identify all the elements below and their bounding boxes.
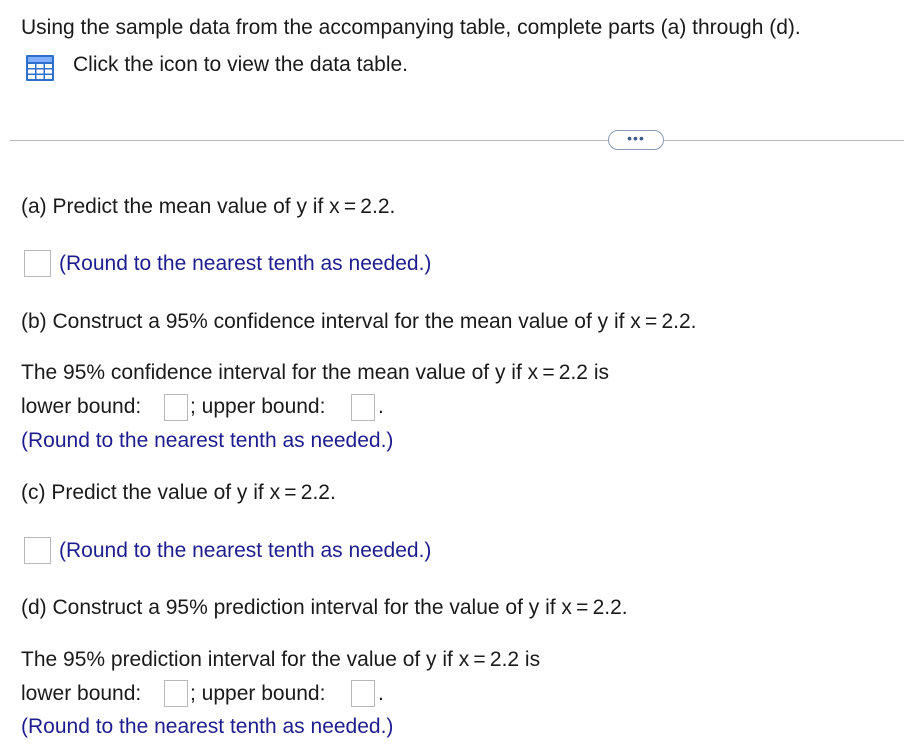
- part-b-upper-input[interactable]: [351, 394, 375, 421]
- part-b-statement: The 95% confidence interval for the mean value of y if x = 2.2 is: [21, 361, 609, 384]
- part-d-period: .: [378, 682, 384, 705]
- part-b-upper-label: ; upper bound:: [190, 395, 326, 418]
- more-options-button[interactable]: •••: [608, 130, 664, 150]
- part-c-question: (c) Predict the value of y if x = 2.2.: [21, 481, 336, 504]
- part-b-round-note: (Round to the nearest tenth as needed.): [21, 429, 394, 452]
- part-d-lower-label: lower bound:: [21, 682, 142, 705]
- instruction-text: Using the sample data from the accompanying table, complete parts (a) through (d).: [21, 16, 801, 39]
- section-divider: [10, 140, 904, 141]
- part-b-lower-input[interactable]: [164, 394, 188, 421]
- part-b-period: .: [378, 395, 384, 418]
- part-d-upper-input[interactable]: [351, 680, 375, 707]
- part-c-round-note: (Round to the nearest tenth as needed.): [59, 539, 432, 562]
- part-d-lower-input[interactable]: [164, 680, 188, 707]
- part-a-round-note: (Round to the nearest tenth as needed.): [59, 252, 432, 275]
- part-d-round-note: (Round to the nearest tenth as needed.): [21, 715, 394, 738]
- icon-hint-text: Click the icon to view the data table.: [73, 53, 409, 76]
- part-b-question: (b) Construct a 95% confidence interval for the mean value of y if x = 2.2.: [21, 310, 697, 333]
- part-d-statement: The 95% prediction interval for the value of y if x = 2.2 is: [21, 648, 541, 671]
- part-c-answer-input[interactable]: [24, 537, 51, 564]
- part-d-question: (d) Construct a 95% prediction interval for the value of y if x = 2.2.: [21, 596, 628, 619]
- part-a-answer-input[interactable]: [24, 250, 51, 277]
- table-grid-icon[interactable]: [25, 54, 55, 82]
- part-d-upper-label: ; upper bound:: [190, 682, 326, 705]
- part-b-lower-label: lower bound:: [21, 395, 142, 418]
- part-a-question: (a) Predict the mean value of y if x = 2.2.: [21, 195, 396, 218]
